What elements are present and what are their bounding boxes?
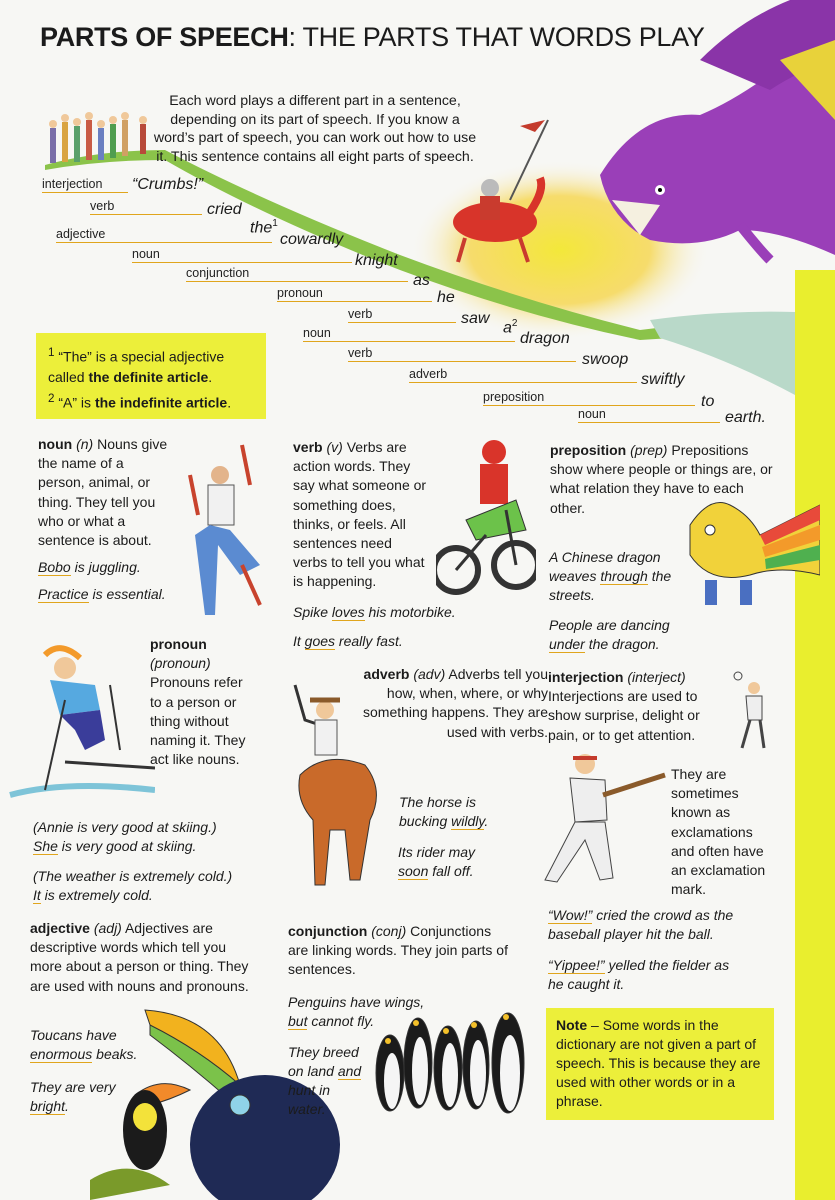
- example-text: the dragon.: [584, 636, 660, 652]
- sentence-label: verb: [348, 346, 373, 360]
- footnote-ref: 2: [511, 318, 518, 329]
- example-keyword: bright: [30, 1098, 66, 1114]
- conjunction-example-2: [288, 1043, 368, 1119]
- word-a: a: [503, 319, 512, 337]
- example-keyword: wildly: [451, 813, 485, 829]
- sentence-word: as: [413, 272, 430, 289]
- example-text: The horse is bucking: [399, 794, 477, 829]
- example-text: the streets.: [549, 568, 672, 603]
- interjection-example-2: [548, 956, 748, 994]
- juggler-icon: [180, 435, 270, 625]
- footnote-1: [48, 343, 258, 387]
- example-keyword: through: [600, 568, 648, 584]
- section-abbr: (adv): [413, 666, 446, 682]
- interjection-section-cont: [671, 765, 779, 899]
- interjection-example-1: [548, 906, 758, 944]
- page-title: [40, 22, 705, 53]
- pronoun-example-1a: (Annie is very good at skiing.): [33, 819, 217, 835]
- sentence-word: [503, 318, 517, 337]
- example-text: fall off.: [428, 863, 474, 879]
- section-body: Prepositions show where people or things are, or what relation they have to each other.: [550, 442, 773, 516]
- example-text: really fast.: [335, 633, 403, 649]
- section-abbr: (v): [326, 439, 343, 455]
- example-text: They breed on land: [288, 1044, 359, 1079]
- section-body: Nouns give the name of a person, animal, or thing. They tell you who or what a sentence is about.: [38, 436, 168, 549]
- sentence-label: verb: [348, 307, 373, 321]
- fielder-icon: [730, 670, 770, 750]
- pronoun-example-2b: [33, 886, 153, 905]
- example-text: is very good at skiing.: [57, 838, 197, 854]
- footnote-end: .: [208, 368, 213, 385]
- example-text: .: [65, 1098, 69, 1114]
- pronoun-section: [150, 635, 255, 769]
- section-heading: adjective: [30, 920, 90, 936]
- footnote-ref: 1: [272, 218, 278, 229]
- example-keyword: “Wow!”: [548, 907, 593, 923]
- section-abbr: (interject): [627, 669, 686, 685]
- example-keyword: goes: [304, 633, 336, 649]
- verb-example-2: [293, 632, 403, 651]
- sentence-word: he: [437, 289, 455, 306]
- example-text: is extremely cold.: [40, 887, 153, 903]
- label-underline: [277, 301, 432, 302]
- label-underline: [132, 262, 352, 263]
- penguins-icon: [370, 993, 530, 1118]
- motorbike-icon: [436, 440, 536, 600]
- sentence-label: noun: [132, 247, 160, 261]
- sentence-label: adjective: [56, 227, 106, 241]
- example-text: Penguins have wings,: [288, 994, 425, 1010]
- section-body: Conjunctions are linking words. They join parts of sentences.: [288, 923, 508, 978]
- example-text: his motorbike.: [364, 604, 456, 620]
- example-keyword: soon: [398, 863, 429, 879]
- example-keyword: but: [288, 1013, 308, 1029]
- example-keyword: “Yippee!”: [548, 957, 605, 973]
- example-text: cannot fly.: [307, 1013, 375, 1029]
- footnote-num: 1: [48, 346, 55, 359]
- example-text: .: [484, 813, 489, 829]
- label-underline: [42, 192, 128, 193]
- example-keyword: enormous: [30, 1046, 93, 1062]
- label-underline: [56, 242, 272, 243]
- sentence-label: conjunction: [186, 266, 250, 280]
- note-body: – Some words in the dictionary are not given a part of speech. This is because they are used with other words or in a phrase.: [556, 1017, 761, 1109]
- example-text: Spike: [293, 604, 332, 620]
- adverb-example-2: [398, 843, 508, 881]
- sentence-word: swoop: [582, 351, 629, 368]
- footnote-num: 2: [48, 391, 55, 405]
- adverb-example-1: [399, 793, 509, 831]
- section-abbr: (prep): [630, 442, 668, 458]
- pronoun-example-1b: [33, 837, 196, 856]
- example-keyword: Bobo: [38, 559, 71, 575]
- section-heading: preposition: [550, 442, 627, 458]
- chinese-dragon-icon: [670, 485, 820, 615]
- label-underline: [348, 322, 456, 323]
- sentence-word: swiftly: [641, 371, 685, 388]
- label-underline: [186, 281, 408, 282]
- sentence-word: cowardly: [280, 231, 344, 248]
- sentence-word: [250, 218, 278, 237]
- sentence-word: saw: [461, 310, 490, 327]
- label-underline: [90, 214, 202, 215]
- footnote-text: “A” is: [58, 394, 95, 411]
- footnote-bold: the definite article: [88, 368, 209, 385]
- example-text: beaks.: [92, 1046, 138, 1062]
- noun-example-1: [38, 558, 141, 577]
- section-heading: pronoun: [150, 636, 207, 652]
- example-keyword: Practice: [38, 586, 89, 602]
- section-body: Pronouns refer to a person or thing without naming it. They act like nouns.: [150, 674, 246, 768]
- title-rest: : THE PARTS THAT WORDS PLAY: [288, 22, 705, 52]
- example-keyword: She: [33, 838, 58, 854]
- section-abbr: (pronoun): [150, 655, 211, 672]
- label-underline: [348, 361, 576, 362]
- example-text: Toucans have: [30, 1027, 117, 1043]
- title-bold: PARTS OF SPEECH: [40, 22, 289, 52]
- section-abbr: (adj): [93, 920, 122, 936]
- sentence-word: cried: [207, 201, 242, 218]
- verb-example-1: [293, 603, 456, 622]
- example-text: Its rider may: [398, 844, 476, 860]
- conjunction-section: [288, 922, 513, 980]
- footnote-2: [48, 389, 258, 413]
- sentence-label: interjection: [42, 177, 103, 191]
- example-text: is essential.: [88, 586, 166, 602]
- sentence-word: “Crumbs!”: [132, 176, 204, 193]
- footnote-end: .: [227, 394, 232, 411]
- label-underline: [578, 422, 720, 423]
- sentence-label: noun: [578, 407, 606, 421]
- example-text: People are dancing: [549, 617, 670, 633]
- section-heading: interjection: [548, 669, 624, 685]
- example-text: is juggling.: [70, 559, 141, 575]
- label-underline: [483, 405, 695, 406]
- noun-section: [38, 435, 173, 550]
- section-body: Verbs are action words. They say what someone or something does, thinks, or feels. All sentences need verbs to tell you what is happening.: [293, 439, 427, 590]
- example-text: hunt in water.: [288, 1082, 331, 1117]
- label-underline: [409, 382, 637, 383]
- section-heading: conjunction: [288, 923, 368, 939]
- preposition-example-1: [549, 548, 689, 605]
- sentence-label: preposition: [483, 390, 545, 404]
- pronoun-example-2a: (The weather is extremely cold.): [33, 868, 233, 884]
- noun-example-2: [38, 585, 166, 604]
- adjective-section: [30, 919, 255, 996]
- sentence-word: knight: [355, 252, 398, 269]
- label-underline: [303, 341, 515, 342]
- skier-icon: [5, 640, 155, 800]
- section-heading: adverb: [363, 666, 410, 682]
- verb-section: [293, 438, 428, 592]
- note-heading: Note: [556, 1017, 588, 1033]
- section-heading: verb: [293, 439, 323, 455]
- section-body-2: They are sometimes known as exclamations and often have an exclamation mark.: [671, 766, 766, 898]
- intro-text: Each word plays a different part in a sentence, depending on its part of speech. If you know a word’s part of speech, you can work out how to use it. This sentence contains all eight parts of speech.: [153, 93, 477, 165]
- preposition-example-2: [549, 616, 689, 654]
- example-text: They are very: [30, 1079, 116, 1095]
- footnote-bold: the indefinite article: [94, 394, 228, 411]
- section-heading: noun: [38, 436, 73, 452]
- section-body: Adjectives are descriptive words which tell you more about a person or thing. They are used with nouns and pronouns.: [30, 920, 249, 994]
- note-box: [546, 1008, 774, 1120]
- example-keyword: and: [337, 1063, 362, 1079]
- section-abbr: (conj): [371, 923, 407, 939]
- section-abbr: (n): [76, 436, 94, 452]
- section-body: Adverbs tell you how, when, where, or why something happens. They are used with verbs.: [363, 666, 548, 740]
- footnote-box: [36, 333, 266, 419]
- example-keyword: under: [549, 636, 585, 652]
- example-text: cried the crowd as the baseball player hit the ball.: [548, 907, 734, 942]
- example-text: yelled the fielder as he caught it.: [548, 957, 730, 992]
- sentence-label: pronoun: [277, 286, 323, 300]
- sentence-word: earth.: [725, 409, 766, 426]
- example-keyword: loves: [331, 604, 365, 620]
- footnote-text: “The” is a special adjective called: [48, 348, 225, 385]
- section-body-1: Interjections are used to show surprise, delight or pain, or to get attention.: [548, 688, 700, 743]
- word-the: the: [250, 219, 273, 237]
- sentence-word: dragon: [520, 330, 570, 347]
- baseball-player-icon: [535, 750, 675, 885]
- example-text: It: [293, 633, 305, 649]
- sentence-label: noun: [303, 326, 331, 340]
- interjection-section: [548, 668, 723, 745]
- sentence-label: verb: [90, 199, 115, 213]
- example-text: A Chinese dragon weaves: [549, 549, 661, 584]
- bucking-horse-icon: [285, 680, 395, 890]
- sentence-word: to: [701, 393, 715, 410]
- sentence-label: adverb: [409, 367, 448, 381]
- example-keyword: It: [33, 887, 41, 903]
